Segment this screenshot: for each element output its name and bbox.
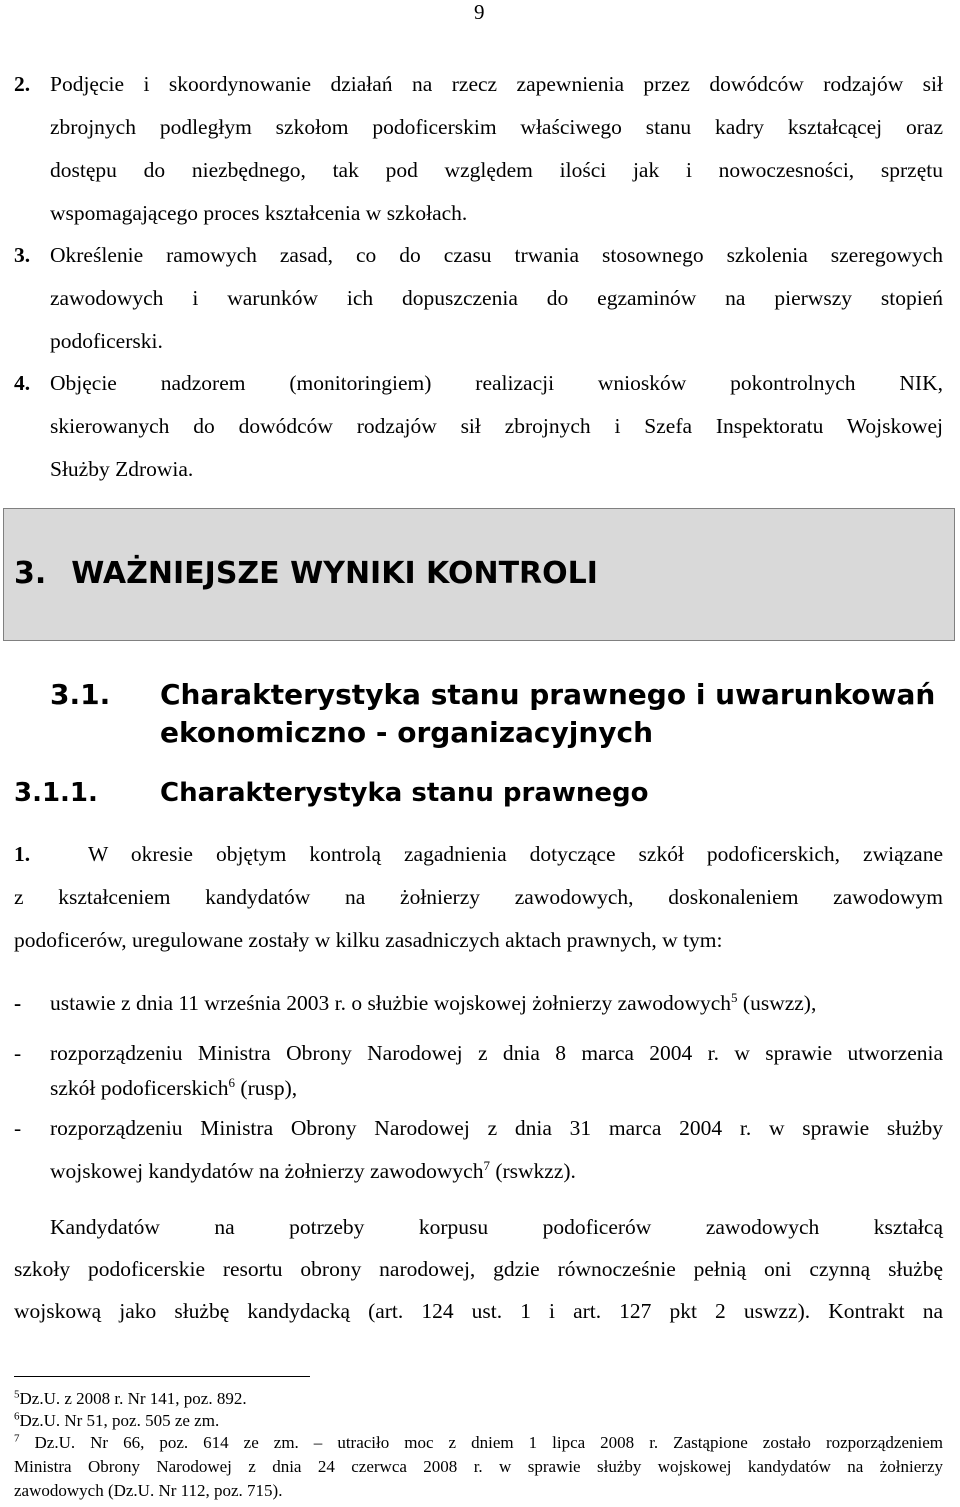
list-item-number: 4. [14,371,31,395]
section-number: 3. [14,556,47,591]
subsubsection-title: Charakterystyka stanu prawnego [160,778,649,808]
list-dash: - [14,991,22,1015]
list-item-line: Objęcie nadzorem (monitoringiem) realizacji wniosków pokontrolnych NIK, [50,371,943,395]
footnote-number: 6 [14,1410,20,1423]
page-number: 9 [474,0,485,24]
list-item-line: wspomagającego proces kształcenia w szkołach. [50,201,468,225]
act-text: ustawie z dnia 11 września 2003 r. o służbie wojskowej żołnierzy zawodowych [50,991,732,1015]
paragraph-line: W okresie objętym kontrolą zagadnienia dotyczące szkół podoficerskich, związane [88,842,943,866]
act-text: wojskowej kandydatów na żołnierzy zawodowych [50,1159,484,1183]
list-item-number: 2. [14,72,31,96]
list-item-line [50,1157,576,1185]
footnote-line: Ministra Obrony Narodowej z dnia 24 czerwca 2008 r. w sprawie służby wojskowej kandydatów na żołnierzy [14,1457,943,1476]
paragraph-number: 1. [14,842,31,866]
list-item-line: Służby Zdrowia. [50,457,194,481]
footnote-number: 5 [14,1388,20,1401]
list-item-number: 3. [14,243,31,267]
list-item-line: Podjęcie i skoordynowanie działań na rzecz zapewnienia przez dowódców rodzajów sił [50,72,943,96]
paragraph-line: szkoły podoficerskie resortu obrony narodowej, gdzie równocześnie pełnią oni czynną służbę [14,1257,943,1281]
section-title: WAŻNIEJSZE WYNIKI KONTROLI [71,556,598,591]
act-text: (rusp), [235,1076,298,1100]
footnote-ref: 7 [483,1157,490,1173]
footnote-text: Dz.U. Nr 66, poz. 614 ze zm. – utraciło moc z dniem 1 lipca 2008 r. Zastąpione zostało rozporządzeniem [19,1433,943,1452]
footnote [14,1432,943,1454]
footnote-number: 7 [14,1432,20,1445]
footnote-text: Dz.U. Nr 51, poz. 505 ze zm. [19,1411,220,1430]
list-item-line: dostępu do niezbędnego, tak pod względem ilości jak i nowoczesności, sprzętu [50,158,943,182]
list-item-line: podoficerski. [50,329,163,353]
list-dash: - [14,1041,22,1065]
act-text: szkół podoficerskich [50,1076,229,1100]
list-item-line: rozporządzeniu Ministra Obrony Narodowej z dnia 8 marca 2004 r. w sprawie utworzenia [50,1041,943,1065]
paragraph-line: podoficerów, uregulowane zostały w kilku zasadniczych aktach prawnych, w tym: [14,928,723,952]
list-item-line [50,989,816,1017]
act-text: (rswkzz). [489,1159,576,1183]
footnote [14,1388,247,1410]
act-text: (uswzz), [737,991,817,1015]
list-item-line: rozporządzeniu Ministra Obrony Narodowej z dnia 31 marca 2004 r. w sprawie służby [50,1116,943,1140]
list-item-line: zawodowych i warunków ich dopuszczenia do egzaminów na pierwszy stopień [50,286,943,310]
paragraph-line: Kandydatów na potrzeby korpusu podoficerów zawodowych kształcą [50,1215,943,1239]
list-dash: - [14,1116,22,1140]
subsection-title-line: ekonomiczno - organizacyjnych [160,716,654,749]
subsection-title-line: Charakterystyka stanu prawnego i uwarunkowań [160,678,936,711]
subsubsection-number: 3.1.1. [14,778,98,808]
footnote-text: Dz.U. z 2008 r. Nr 141, poz. 892. [19,1389,247,1408]
footnote-ref: 6 [228,1074,236,1090]
list-item-line [50,1074,297,1102]
footnote [14,1410,219,1432]
paragraph-line: wojskową jako służbę kandydacką (art. 124 ust. 1 i art. 127 pkt 2 uswzz). Kontrakt na [14,1299,943,1323]
paragraph-line: z kształceniem kandydatów na żołnierzy zawodowych, doskonaleniem zawodowym [14,885,943,909]
list-item-line: Określenie ramowych zasad, co do czasu trwania stosownego szkolenia szeregowych [50,243,943,267]
list-item-line: zbrojnych podległym szkołom podoficerskim właściwego stanu kadry kształcącej oraz [50,115,943,139]
list-item-line: skierowanych do dowódców rodzajów sił zbrojnych i Szefa Inspektoratu Wojskowej [50,414,943,438]
section-heading [14,552,598,596]
footnote-line: zawodowych (Dz.U. Nr 112, poz. 715). [14,1481,283,1500]
subsection-number: 3.1. [50,678,111,711]
footnote-ref: 5 [731,989,738,1005]
footnote-separator [14,1376,310,1377]
